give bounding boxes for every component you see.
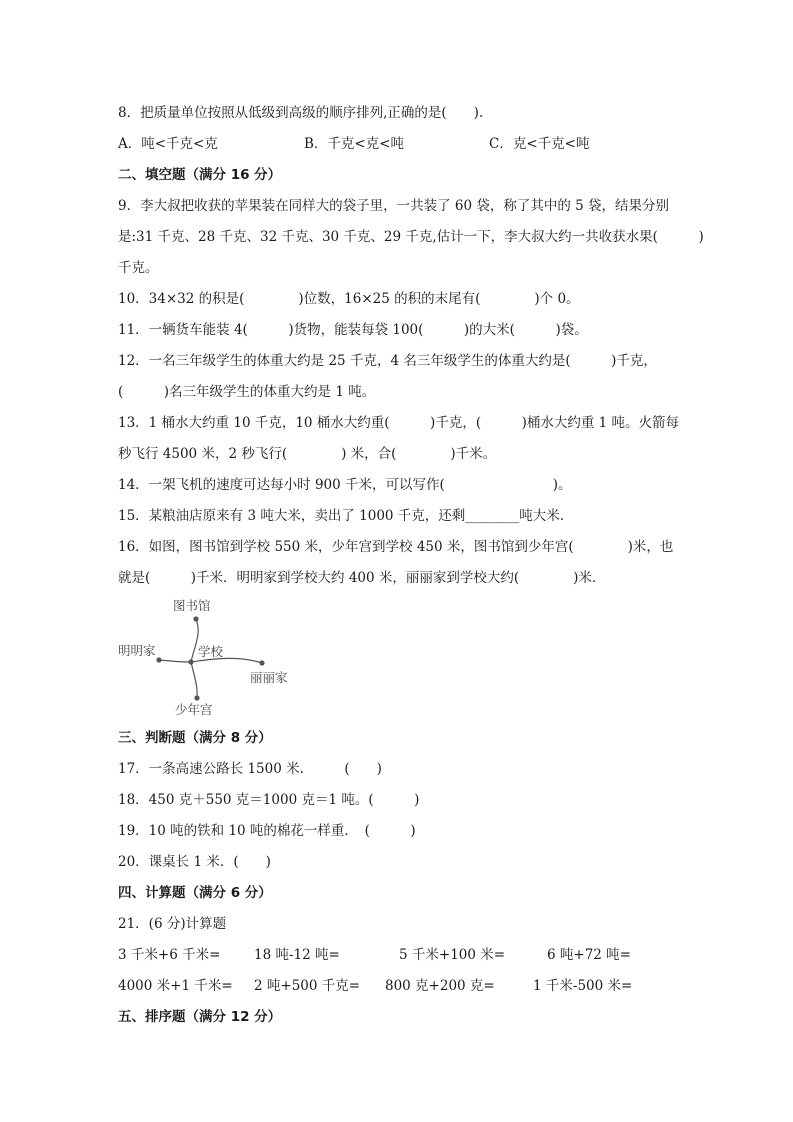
section-5-title: 五、排序题（满分 12 分） — [118, 1009, 282, 1025]
library-dot — [193, 616, 198, 621]
calc-item: 6 吨+72 吨= — [547, 947, 631, 963]
mingming-home-dot — [156, 657, 161, 662]
calc-item: 4000 米+1 千米= — [118, 978, 233, 994]
option-c: C．克<千克<吨 — [489, 136, 590, 152]
question-20: 20．课桌长 1 米．( ) — [118, 854, 271, 870]
option-a: A．吨<千克<克 — [118, 136, 218, 152]
mingming-home-label: 明明家 — [118, 643, 156, 658]
lili-home-dot — [259, 660, 264, 665]
calc-item: 3 千米+6 千米= — [118, 947, 221, 963]
question-12-line-2: ( )名三年级学生的体重大约是 1 吨。 — [118, 384, 376, 400]
youth-palace-dot — [194, 695, 199, 700]
road-to-lili — [191, 658, 262, 663]
lili-home-label: 丽丽家 — [250, 670, 288, 685]
calc-item: 2 吨+500 千克= — [254, 978, 361, 994]
question-17: 17．一条高速公路长 1500 米. ( ) — [118, 761, 382, 777]
option-b: B．千克<克<吨 — [304, 136, 405, 152]
question-12-line-1: 12．一名三年级学生的体重大约是 25 千克，4 名三年级学生的体重大约是( )千克， — [118, 353, 657, 369]
question-11: 11．一辆货车能装 4( )货物，能装每袋 100( )的大米( )袋。 — [118, 322, 588, 338]
calc-item: 18 吨-12 吨= — [254, 947, 340, 963]
question-9-line-3: 千克。 — [118, 260, 159, 276]
calc-item: 800 克+200 克= — [385, 978, 495, 994]
question-16-line-1: 16．如图，图书馆到学校 550 米，少年宫到学校 450 米，图书馆到少年宫( )米，也 — [118, 539, 674, 555]
calc-item: 5 千米+100 米= — [399, 947, 506, 963]
question-9-line-2: 是:31 千克、28 千克、32 千克、30 千克、29 千克,估计一下，李大叔大约一共收获水果( ) — [118, 229, 704, 245]
question-13-line-2: 秒飞行 4500 米，2 秒飞行( ) 米，合( )千米。 — [118, 446, 497, 462]
question-18: 18．450 克＋550 克＝1000 克＝1 吨。( ) — [118, 792, 420, 808]
road-to-youth-palace — [191, 662, 197, 698]
location-map-diagram — [112, 592, 312, 722]
section-4-title: 四、计算题（满分 6 分） — [118, 885, 272, 901]
school-dot — [188, 659, 193, 664]
calc-item: 1 千米-500 米= — [533, 978, 633, 994]
library-label: 图书馆 — [173, 598, 211, 613]
question-9-line-1: 9．李大叔把收获的苹果装在同样大的袋子里，一共装了 60 袋，称了其中的 5 袋，结果分别 — [118, 198, 670, 214]
school-label: 学校 — [198, 644, 224, 659]
question-13-line-1: 13．1 桶水大约重 10 千克，10 桶水大约重( )千克，( )桶水大约重 1 吨。火箭每 — [118, 415, 680, 431]
section-2-title: 二、填空题（满分 16 分） — [118, 167, 282, 183]
question-16-line-2: 就是( )千米．明明家到学校大约 400 米，丽丽家到学校大约( )米． — [118, 570, 606, 586]
question-10: 10．34×32 的积是( )位数，16×25 的积的末尾有( )个 0。 — [118, 291, 580, 307]
question-15: 15．某粮油店原来有 3 吨大米，卖出了 1000 千克，还剩________吨大米. — [118, 508, 565, 524]
question-8-text: 8．把质量单位按照从低级到高级的顺序排列,正确的是( ). — [118, 105, 484, 121]
question-19: 19．10 吨的铁和 10 吨的棉花一样重． ( ) — [118, 823, 416, 839]
question-21-text: 21．(6 分)计算题 — [118, 916, 227, 932]
youth-palace-label: 少年宫 — [175, 702, 213, 717]
question-14: 14．一架飞机的速度可达每小时 900 千米，可以写作( )。 — [118, 477, 572, 493]
section-3-title: 三、判断题（满分 8 分） — [118, 730, 272, 746]
road-to-mingming — [159, 660, 191, 662]
